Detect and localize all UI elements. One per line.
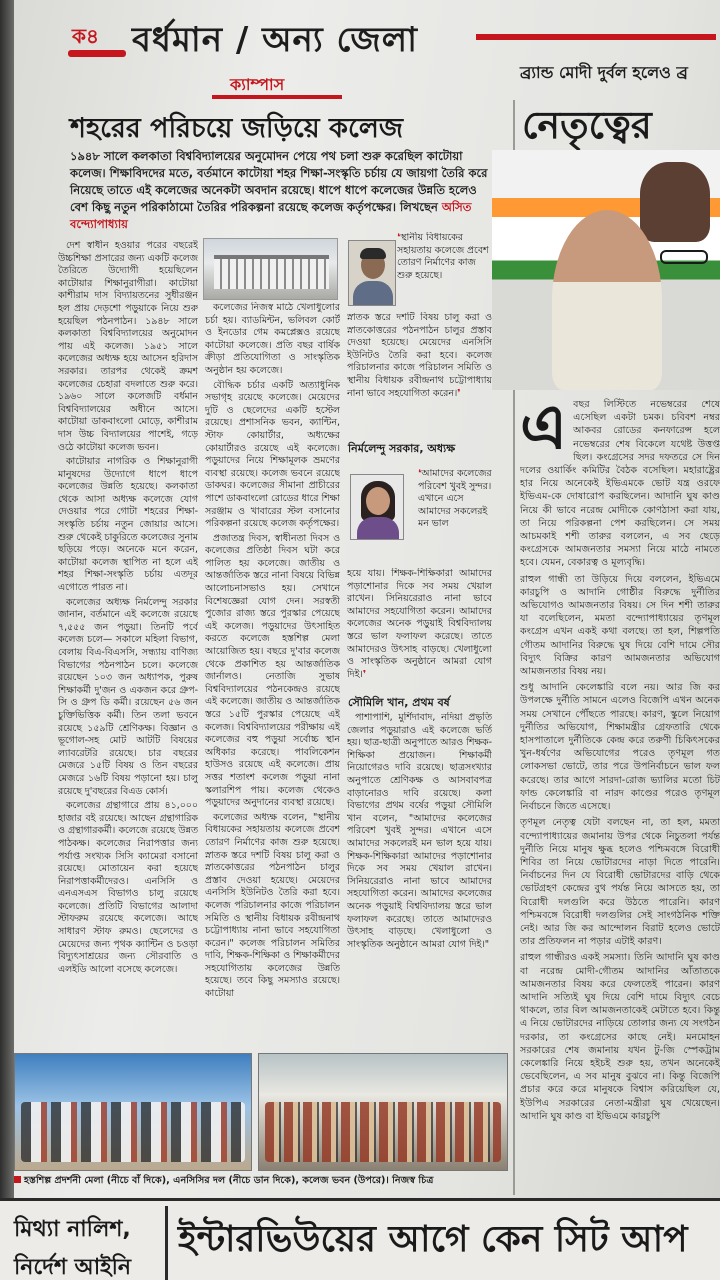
- portrait-body: [357, 517, 399, 540]
- paragraph: কাটোয়ার নাগরিক ও শিক্ষানুরাগী মানুষদের উদ্যোগে ধাপে ধাপে কলেজের উন্নতি হয়েছে। কলকাতা থেকে আসা অধ্যক্ষ কলেজে যোগ দেওয়ার পরে গোটা শহরের শিক্ষা-সংস্কৃতি চর্চায় নতুন জোয়ার আসে। শুরু থেকেই চাকুরিতে কলেজের সুনাম ছড়িয়ে পড়ে। অনেকে মনে করেন, কাটোয়া কলেজ স্থাপিত না হলে এই শহর শিক্ষা-সংস্কৃতি চর্চায় এতদূর এগোতে পারত না।: [58, 456, 198, 594]
- photo-caption: [14, 1174, 510, 1189]
- handicraft-fair-photo: [14, 1053, 252, 1171]
- article-column-3: [347, 712, 492, 1052]
- paragraph: পাশাপাশি, মুর্শিদাবাদ, নদিয়া প্রভৃতি জেলার পড়ুয়ারাও এই কলেজে ভর্তি হয়। ছাত্র-ছাত্রী অনুপাতে আরও শিক্ষক-শিক্ষিকা প্রয়োজন। শিক্ষাকর্মী নিয়োগেরও দাবি রয়েছে। ছাত্রসংখ্যার অনুপাতে শ্রেণিকক্ষ ও আসবাবপত্র বাড়ানোরও দাবি রয়েছে। কলা বিভাগের প্রথম বর্ষের পড়ুয়া সৌমিলি খান বলেন, "আমাদের কলেজের পরিবেশ খুবই সুন্দর। এখানে এসে আমাদের সকলেরই মন ভাল হয়ে যায়। শিক্ষক-শিক্ষিকারা আমাদের পড়াশোনার দিকে সব সময় খেয়াল রাখেন। সিনিয়রেরাও নানা ভাবে আমাদের সহযোগিতা করেন। আমাদের কলেজের অনেক পড়ুয়াই বিশ্ববিদ্যালয় স্তরে ভাল ফলাফল করেছে। তাতে আমাদেরও উৎসাহ বাড়ছে। খেলাধুলো ও সাংস্কৃতিক অনুষ্ঠানে আমরা যোগ দিই।": [347, 712, 492, 950]
- article-headline: শহরের পরিচয়ে জড়িয়ে কলেজ: [70, 113, 404, 144]
- column-tag-underline: [212, 95, 342, 99]
- quote-2-continuation: [347, 568, 492, 688]
- paragraph: রাহুল গান্ধী তা উড়িয়ে দিয়ে বললেন, ইভিএমে কারচুপি ও আদানি গোষ্ঠীর বিরুদ্ধে দুর্নীতির অভিযোগও আমজনতার বিষয়। সে দিন শশী তারুর যা বলেছিলেন, মমতা বন্দ্যোপাধ্যায়ের তৃণমূল কংগ্রেস এখন একই কথা বলছে। তা হল, শিল্পপতি গৌতম আদানির বিরুদ্ধে ঘুষ দিয়ে বেশি দামে সৌর বিদ্যুৎ বিক্রির কারণ আমজনতার অভিযোগ আমজনতার বিষয় নয়।: [520, 573, 720, 678]
- bottom-headline: ইন্টারভিউয়ের আগে কেন সিট আপ: [178, 1219, 688, 1260]
- bottom-divider: [165, 1206, 168, 1280]
- bottom-left-headline-line-2: নির্দেশ আইনি: [14, 1255, 132, 1280]
- drop-cap: এ: [520, 398, 568, 463]
- portrait-head: [366, 487, 390, 515]
- ncc-team-photo: [258, 1053, 508, 1171]
- principal-portrait: [348, 240, 396, 306]
- quote-2-text: [418, 468, 492, 568]
- paragraph: কলেজের অধ্যক্ষ নির্মলেন্দু সরকার জানান, বর্তমানে এই কলেজে রয়েছে ৭,৫৫৫ জন পড়ুয়া। তিনটি পর্বে কলেজ চলে— সকালে মহিলা বিভাগ, বেলায় বিএ-বিএসসি, সন্ধ্যায় বাণিজ্য বিভাগের পঠনপাঠন চলে। কলেজে রয়েছেন ১০৩ জন অধ্যাপক, পুরুষ শিক্ষাকর্মী দু'জন ও একজন করে গ্রুপ-সি ও গ্রুপ ডি কর্মী। রয়েছেন ৫৬ জন চুক্তিভিত্তিক কর্মী। তিন তলা ভবনে রয়েছে ১৫৯টি শ্রেণিকক্ষ। বিজ্ঞান ও ভূগোল-সহ মোট আটটি বিষয়ের ল্যাবরেটরি রয়েছে। চার বছরের মেজরে ১৫টি বিষয় ও তিন বছরের মেজরে ১৬টি বিষয় পড়ানো হয়। চালু রয়েছে দু'বছরের বিএড কোর্স।: [58, 596, 198, 797]
- paragraph: কলেজের নিজস্ব মাঠে খেলাধুলোর চর্চা হয়। ব্যাডমিন্টন, ভলিবল কোর্ট ও ইনডোর গেম কমপ্লেক্সও রয়েছে কাটোয়া কলেজে। প্রতি বছর বার্ষিক ক্রীড়া প্রতিযোগিতা ও সাংস্কৃতিক অনুষ্ঠান হয় কলেজে।: [205, 302, 340, 376]
- paragraph: কলেজের অধ্যক্ষ বলেন, "স্থানীয় বিধায়কের সহায়তায় কলেজে প্রবেশ তোরণ নির্মাণের কাজ শুরু হয়েছে। স্নাতক স্তরে দশটি বিষয় চালু করা ও স্নাতকোত্তরের পঠনপাঠন চালুর প্রস্তাব দেওয়া হয়েছে। মেয়েদের এনসিসি ইউনিটও তৈরি করা হবে। কলেজ পরিচালনার কাজে পরিচালন সমিতি ও স্থানীয় বিধায়ক রবীন্দ্রনাথ চট্টোপাধ্যায় নানা ভাবে সহযোগিতা করেন।" কলেজ পরিচালন সমিতির দাবি, শিক্ষক-শিক্ষিকা ও শিক্ষাকর্মীদের সহযোগিতায় কলেজের উন্নতি হয়েছে। তবে কিছু সমস্যাও রয়েছে। কাটোয়া: [205, 811, 340, 1000]
- quote-1-attribution: নির্মলেন্দু সরকার, অধ্যক্ষ: [348, 442, 456, 455]
- quote-close-mark: ❜: [362, 668, 367, 680]
- leader-photo: [492, 150, 720, 390]
- paragraph: রাহুল গান্ধীরও একই সমস্যা। তিনি আদানি ঘুষ কাণ্ড বা নরেন্দ্র মোদী-গৌতম আদানির আঁতাতকে আমজনতার বিষয় করে ফেলতেই পারেন। কারণ আদানি সত্যিই ঘুষ দিয়ে বেশি দামে বিদ্যুৎ বেচে থাকলে, তার বিল আমজনতাকেই মেটাতে হবে। কিন্তু এ নিয়ে ভোটারদের নাড়িয়ে তোলার জন্য যে সংগঠন দরকার, তা কংগ্রেসের কাছে নেই। মনমোহন সরকারের শেষ জমানায় যখন টু-জি স্পেকট্রাম কেলেঙ্কারি নিয়ে হইচই শুরু হয়, তখন অনেকেই ভেবেছিলেন, এ সব মানুষ বুঝবে না। কিন্তু বিজেপি প্রচার করে করে মানুষকে বিশ্বাস করিয়েছিল যে, ইউপিএ সরকারের নেতা-মন্ত্রীরা ঘুষ খেয়েছেন। আদানি ঘুষ কাণ্ড বা ইভিএমে কারচুপি: [520, 952, 720, 1122]
- right-headline: নেতৃত্বের: [522, 103, 652, 147]
- right-article-body: [520, 398, 720, 1193]
- paragraph: শুধু আদানি কেলেঙ্কারি বলে নয়। আর জি কর উপলক্ষে দুর্নীতি সামনে এলেও বিজেপি এখন অনেক সময় সেখানে পৌঁছতে পারছে। কারণ, স্কুলে নিয়োগ দুর্নীতির অভিযোগ, শিক্ষামন্ত্রীর গ্রেফতারি থেকে হাসপাতালে দুর্নীতিকে কেন্দ্র করে তরুণী চিকিৎসকের খুন-ধর্ষণের অভিযোগের পরেও তৃণমূল গত লোকসভা ভোটে, তার পরে উপনির্বাচনে ভাল ফল করেছে। তার আগে সারদা-রোজ ভ্যালির মতো চিট ফান্ড কেলেঙ্কারি বা নারদ কাণ্ডের পরেও তৃণমূল নির্বাচনে জিতে এসেছে।: [520, 682, 720, 813]
- photo-person-foreground: [552, 210, 662, 390]
- article-intro: [70, 148, 490, 233]
- intro-text: ১৯৪৮ সালে কলকাতা বিশ্ববিদ্যালয়ের অনুমোদন পেয়ে পথ চলা শুরু করেছিল কাটোয়া কলেজ। শিক্ষাবিদদের মতে, বর্তমানে কাটোয়া শহর শিক্ষা-সংস্কৃতি চর্চায় যে জায়গা তৈরি করে নিয়েছে তাতে এই কলেজের অনেকটা অবদান রয়েছে। ধাপে ধাপে কলেজের উন্নতি হলেও বেশ কিছু নতুন পরিকাঠামো তৈরির পরিকল্পনা রয়েছে কলেজ কর্তৃপক্ষের। লিখছেন: [70, 149, 488, 214]
- quote-open-mark: ❛: [397, 232, 401, 243]
- paragraph: বছর লিস্টিতে নভেম্বরের শেষে এসেছিল একটা চমক। চবিবশ নম্বর আকবর রোডের কনফারেন্স হলে নভেম্বরের শেষ বিকেলে যথেষ্ট উত্তপ্ত ছিল। কংগ্রেসের সদর দফতরে সে দিন দলের ওয়ার্কিং কমিটির বৈঠক বসেছিল। মহারাষ্ট্রের হার নিয়ে অনেকেই ইভিএমকে ভোট যন্ত্র ওরফে ইভিএম-কে দোষারোপ করছিলেন। আদানি ঘুষ কাণ্ড নিয়ে কী ভাবে নরেন্দ্র মোদীকে কোণঠাসা করা যায়, তা নিয়ে পরিকল্পনা পেশ করছিলেন। সে সময় আচমকাই শশী তারুর বললেন, এ সব ছেড়ে কংগ্রেসকে আমজনতার সমস্যা নিয়ে মাঠে নামতে হবে। যেমন, বেকারত্ব ও মূল্যবৃদ্ধি।: [520, 399, 720, 569]
- college-building-photo: [203, 238, 338, 300]
- quote-2-lead: আমাদের কলেজের পরিবেশ খুবই সুন্দর। এখানে এসে আমাদের সকলেরই মন ভাল: [418, 468, 492, 530]
- article-column-2: [205, 302, 340, 1082]
- portrait-body: [353, 281, 393, 306]
- author-name: অসিত বন্দ্যোপাধ্যায়: [70, 200, 472, 231]
- paragraph: কলেজের গ্রন্থাগারে প্রায় ৪১,০০০ হাজার বই রয়েছে। আছেন গ্রন্থাগারিক ও গ্রন্থাগারকর্মী। কলেজে রয়েছে উন্নত পাঠকক্ষ। কলেজের নিরাপত্তার জন্য পর্যাপ্ত সংখ্যক সিসি ক্যামেরা বসানো রয়েছে। মোতায়েন করা হয়েছে নিরাপত্তাকর্মীদেরও। এনসিসি ও এনএসএস বিভাগও চালু রয়েছে কলেজে। প্রতিটি বিভাগের আলাদা স্টাফরুম রয়েছে কলেজে। আছে সাধারণ স্টাফ রুমও। ছেলেদের ও মেয়েদের জন্য পৃথক ক্যান্টিন ও চওড়া বিদ্যুৎসাশ্রয়ের জন্য সৌরবাতি ও এলইডি আলো বসেছে কলেজে।: [58, 800, 198, 975]
- quote-1-body: স্নাতক স্তরে দশটি বিষয় চালু করা ও স্নাতকোত্তরের পঠনপাঠন চালুর প্রস্তাব দেওয়া হয়েছে। মেয়েদের এনসিসি ইউনিটও তৈরি করা হবে। কলেজ পরিচালনার কাজে পরিচালন সমিতি ও স্থানীয় বিধায়ক রবীন্দ্রনাথ চট্টোপাধ্যায় নানা ভাবে সহযোগিতা করেন।: [347, 312, 492, 399]
- quote-2-body: হয়ে যায়। শিক্ষক-শিক্ষিকারা আমাদের পড়াশোনার দিকে সব সময় খেয়াল রাখেন। সিনিয়রেরাও নানা ভাবে আমাদের সহযোগিতা করেন। আমাদের কলেজের অনেক পড়ুয়াই বিশ্ববিদ্যালয় স্তরে ভাল ফলাফল করেছে। তাতে আমাদেরও উৎসাহ বাড়ছে। খেলাধুলো ও সাংস্কৃতিক অনুষ্ঠানে আমরা যোগ দিই।: [347, 568, 492, 680]
- photo-people: [265, 1102, 501, 1162]
- quote-close-mark: ❜: [457, 387, 461, 399]
- page-shadow-edge: [0, 0, 14, 1280]
- page-number: ক৪: [72, 24, 99, 48]
- caption-text: হস্তশিল্প প্রদর্শনী মেলা (নীচে বাঁ দিকে), এনসিসির দল (নীচে ডান দিকে), কলেজ ভবন (উপরে)। নিজস্ব চিত্র: [24, 1175, 434, 1186]
- student-portrait: [350, 474, 404, 540]
- caption-bullet: [14, 1176, 21, 1183]
- quote-open-mark: ❛: [418, 468, 422, 479]
- section-title: বর্ধমান / অন্য জেলা: [132, 20, 418, 60]
- article-column-1: [58, 240, 198, 1080]
- paragraph: প্রজাতন্ত্র দিবস, স্বাধীনতা দিবস ও কলেজের প্রতিষ্ঠা দিবস ঘটা করে পালিত হয় কলেজে। জাতীয় ও আন্তর্জাতিক স্তরে নানা বিষয়ে বিভিন্ন আলোচনাসভাও হয়। সেখানে বিশেষজ্ঞেরা যোগ দেন। সরস্বতী পুজোর রাজ্য স্তরে পুরস্কার পেয়েছে এই কলেজ। পড়ুয়াদের উৎসাহিত করতে কলেজে হস্তশিল্প মেলা আয়োজিত হয়। বছরে দু'বার কলেজ থেকে প্রকাশিত হয় আন্তর্জাতিক জার্নালও। নেতাজি সুভাষ বিশ্ববিদ্যালয়ের পঠনকেন্দ্রও রয়েছে এই কলেজে। জাতীয় ও আন্তর্জাতিক স্তরে ১৫টি পুরস্কার পেয়েছে এই কলেজ। বিশ্ববিদ্যালয়ের পরীক্ষায় এই কলেজের বহু পড়ুয়া সর্বোচ্চ স্থান অধিকার করেছে। পাবলিকেশন হাউসও রয়েছে এই কলেজে। প্রায় সত্তর শতাংশ কলেজ পড়ুয়া নানা স্কলারশিপ পায়। কলেজ থেকেও পড়ুয়াদের অনুদানের ব্যবস্থা রয়েছে।: [205, 532, 340, 809]
- quote-1-lead: স্থানীয় বিধায়কের সহায়তায় কলেজে প্রবেশ তোরণ নির্মাণের কাজ শুরু হয়েছে।: [397, 232, 489, 281]
- bottom-left-headline-line-1: মিথ্যা নালিশ,: [14, 1217, 131, 1242]
- paragraph: দেশ স্বাধীন হওয়ার পরের বছরেই উচ্চশিক্ষা প্রসারের জন্য একটি কলেজ তৈরিতে উদ্যোগী হয়েছিলেন কাটোয়ার শিক্ষানুরাগীরা। কাটোয়া কাশীরাম দাস বিদ্যায়তনের সুধীরঞ্জন হল প্রায় দেড়শো পড়ুয়াকে নিয়ে শুরু হয়েছিল পঠনপাঠন। ১৯৪৮ সালে কলকাতা বিশ্ববিদ্যালয়ের অনুমোদন পায় এই কলেজ। ১৯৫১ সালে কলেজের অধ্যক্ষ হয়ে আসেন হরিদাস সরকার। তারপর থেকেই ক্রমশ কলেজের চেহারা বদলাতে শুরু করে। ১৯৬০ সালে কলেজটি বর্ধমান বিশ্ববিদ্যালয়ের অধীনে আসে। কাটোয়া ডাকবাংলো মোড়ে, কাশীরাম দাস উচ্চ বিদ্যালয়ের পাশেই, গড়ে ওঠে কাটোয়া কলেজ ভবন।: [58, 240, 198, 453]
- building-shape: [214, 255, 329, 289]
- photo-people: [21, 1102, 245, 1162]
- quote-2-attribution: সৌমিলি খান, প্রথম বর্ষ: [348, 696, 450, 709]
- column-tag: ক্যাম্পাস: [230, 75, 285, 94]
- portrait-hair: [360, 248, 386, 259]
- paragraph: তৃণমূল নেতৃত্ব যেটা বলছেন না, তা হল, মমতা বন্দ্যোপাধ্যায়ের জমানায় উপর থেকে নিচুতলা পর্যন্ত দুর্নীতি নিয়ে মানুষ ক্ষুব্ধ হলেও পশ্চিমবঙ্গে বিরোধী শিবির তা নিয়ে ভোটারদের নাড়া দিতে পারেনি। নির্বাচনের দিন যে বিরোধী ভোটারদের বাড়ি থেকে ভোটগ্রহণ কেন্দ্রের বুথ পর্যন্ত নিয়ে আসতে হয়, তা বিরোধী দলগুলি করে উঠতে পারেনি। কারণ পশ্চিমবঙ্গে বিরোধী দলগুলির সেই সাংগঠনিক শক্তি নেই। আর জি কর আন্দোলন বিরাট হলেও ভোটে তার প্রতিফলন না পড়ার এটাই কারণ।: [520, 817, 720, 948]
- quote-1-text: [397, 232, 492, 312]
- photo-person-background: [640, 162, 710, 242]
- page-number-underline: [68, 50, 126, 57]
- quote-1-continuation: [347, 312, 492, 416]
- right-kicker: ব্র্যান্ড মোদী দুর্বল হলেও ব্র: [520, 63, 688, 82]
- paragraph: বৌদ্ধিক চর্চার একটি অত্যাধুনিক সভাগৃহ রয়েছে কলেজে। মেয়েদের দুটি ও ছেলেদের একটি হস্টেল রয়েছে। প্রশাসনিক ভবন, ক্যান্টিন, স্টাফ কোয়ার্টার, অধ্যক্ষের কোয়ার্টারও রয়েছে এই কলেজে। পড়ুয়াদের নিয়ে শিক্ষামূলক ভ্রমণের ব্যবস্থা রয়েছে। কলেজ ভবনে রয়েছে ডাকঘর। কলেজের সীমানা প্রাচীরের পাশে ডাকবাংলো রোডের ধারে শিক্ষা সরঞ্জাম ও খাবারের স্টল বসানোর পরিকল্পনা রয়েছে কলেজ কর্তৃপক্ষের।: [205, 379, 340, 530]
- header-red-rule: [476, 34, 716, 40]
- glasses-shape: [660, 250, 708, 264]
